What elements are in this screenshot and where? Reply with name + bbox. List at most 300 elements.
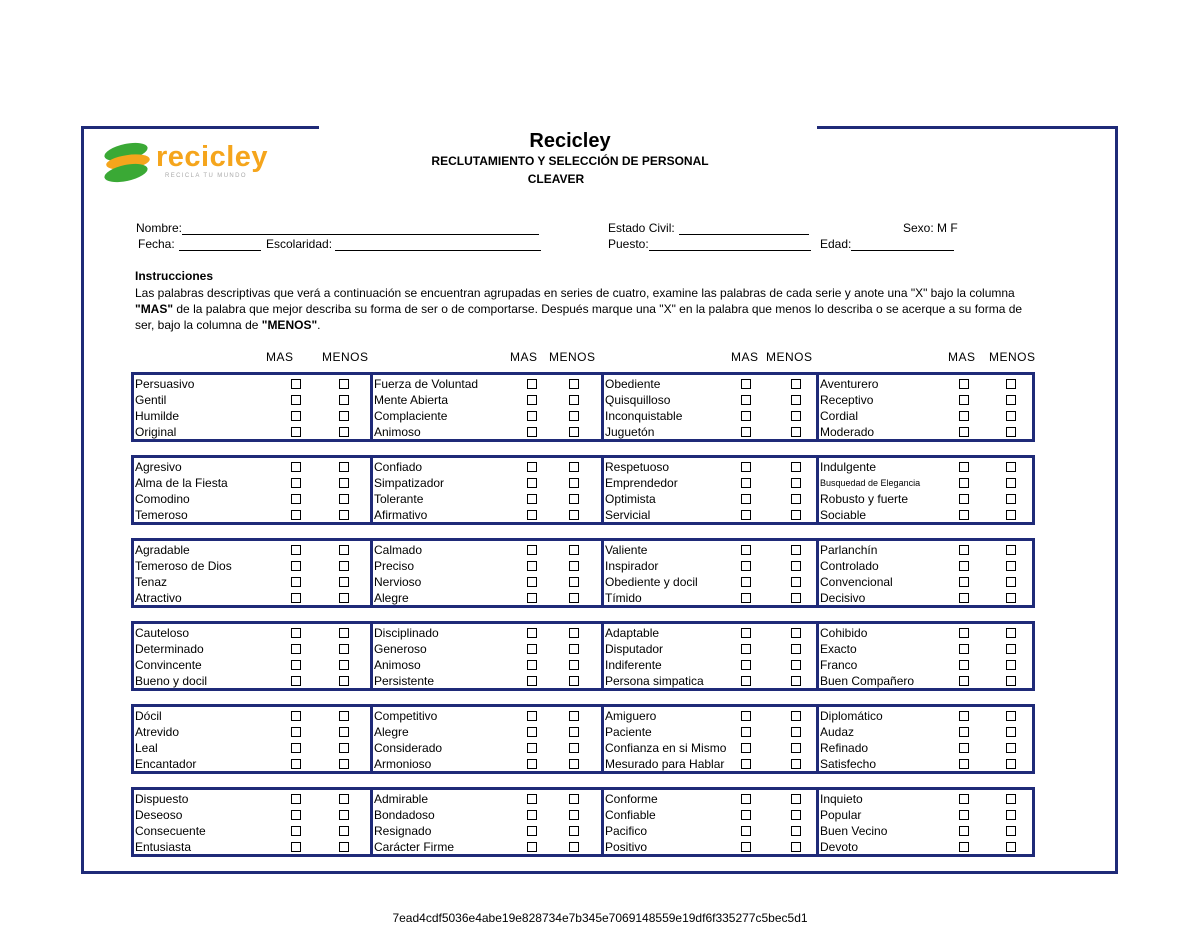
mas-checkbox[interactable]	[741, 561, 751, 571]
col-mas-2: MAS	[510, 350, 538, 364]
mas-checkbox[interactable]	[291, 644, 301, 654]
mas-checkbox[interactable]	[527, 510, 537, 520]
word-label: Busquedad de Elegancia	[820, 478, 921, 488]
menos-checkbox[interactable]	[339, 379, 349, 389]
word-label: Humilde	[135, 409, 180, 423]
menos-checkbox[interactable]	[569, 411, 579, 421]
mas-checkbox[interactable]	[741, 644, 751, 654]
mas-checkbox[interactable]	[741, 826, 751, 836]
menos-checkbox[interactable]	[339, 711, 349, 721]
group-divider	[601, 375, 604, 439]
menos-checkbox[interactable]	[339, 478, 349, 488]
mas-checkbox[interactable]	[741, 577, 751, 587]
menos-checkbox[interactable]	[791, 395, 801, 405]
col-mas-3: MAS	[731, 350, 759, 364]
menos-checkbox[interactable]	[1006, 826, 1016, 836]
mas-checkbox[interactable]	[291, 660, 301, 670]
word-label: Atrevido	[135, 725, 180, 739]
group-divider	[816, 541, 819, 605]
word-label: Agresivo	[135, 460, 182, 474]
word-label: Mesurado para Hablar	[605, 757, 725, 771]
menos-checkbox[interactable]	[1006, 711, 1016, 721]
series-block	[131, 704, 1035, 774]
menos-checkbox[interactable]	[339, 395, 349, 405]
mas-checkbox[interactable]	[741, 395, 751, 405]
mas-checkbox[interactable]	[527, 478, 537, 488]
mas-checkbox[interactable]	[291, 826, 301, 836]
menos-checkbox[interactable]	[569, 545, 579, 555]
menos-checkbox[interactable]	[339, 660, 349, 670]
menos-checkbox[interactable]	[339, 545, 349, 555]
fecha-field[interactable]: Fecha:	[138, 237, 261, 251]
mas-checkbox[interactable]	[959, 510, 969, 520]
group-divider	[370, 624, 373, 688]
word-label: Exacto	[820, 642, 857, 656]
word-label: Sociable	[820, 508, 867, 522]
menos-checkbox[interactable]	[569, 593, 579, 603]
mas-checkbox[interactable]	[291, 628, 301, 638]
menos-checkbox[interactable]	[569, 510, 579, 520]
word-label: Competitivo	[374, 709, 438, 723]
word-label: Persuasivo	[135, 377, 195, 391]
mas-checkbox[interactable]	[959, 711, 969, 721]
word-label: Gentil	[135, 393, 167, 407]
mas-checkbox[interactable]	[959, 379, 969, 389]
word-label: Robusto y fuerte	[820, 492, 909, 506]
mas-checkbox[interactable]	[291, 379, 301, 389]
mas-checkbox[interactable]	[291, 395, 301, 405]
menos-checkbox[interactable]	[569, 494, 579, 504]
word-label: Emprendedor	[605, 476, 678, 490]
mas-checkbox[interactable]	[959, 727, 969, 737]
mas-checkbox[interactable]	[741, 478, 751, 488]
word-label: Audaz	[820, 725, 855, 739]
mas-checkbox[interactable]	[527, 644, 537, 654]
menos-checkbox[interactable]	[569, 379, 579, 389]
menos-checkbox[interactable]	[1006, 462, 1016, 472]
word-label: Temeroso	[135, 508, 188, 522]
mas-checkbox[interactable]	[741, 379, 751, 389]
word-label: Entusiasta	[135, 840, 192, 854]
word-label: Disciplinado	[374, 626, 439, 640]
word-label: Alegre	[374, 725, 409, 739]
mas-checkbox[interactable]	[741, 842, 751, 852]
menos-checkbox[interactable]	[339, 810, 349, 820]
nombre-field[interactable]: Nombre:	[136, 221, 539, 235]
word-label: Leal	[135, 741, 158, 755]
word-label: Encantador	[135, 757, 197, 771]
menos-checkbox[interactable]	[1006, 794, 1016, 804]
menos-checkbox[interactable]	[339, 826, 349, 836]
mas-checkbox[interactable]	[959, 593, 969, 603]
mas-checkbox[interactable]	[527, 427, 537, 437]
menos-checkbox[interactable]	[569, 842, 579, 852]
menos-checkbox[interactable]	[1006, 494, 1016, 504]
menos-checkbox[interactable]	[791, 660, 801, 670]
menos-checkbox[interactable]	[339, 628, 349, 638]
word-label: Admirable	[374, 792, 429, 806]
mas-checkbox[interactable]	[741, 411, 751, 421]
mas-checkbox[interactable]	[291, 478, 301, 488]
word-label: Cauteloso	[135, 626, 190, 640]
menos-checkbox[interactable]	[1006, 411, 1016, 421]
menos-checkbox[interactable]	[791, 545, 801, 555]
mas-checkbox[interactable]	[527, 545, 537, 555]
mas-checkbox[interactable]	[959, 644, 969, 654]
mas-checkbox[interactable]	[527, 794, 537, 804]
mas-checkbox[interactable]	[527, 395, 537, 405]
group-divider	[601, 458, 604, 522]
word-label: Popular	[820, 808, 862, 822]
mas-checkbox[interactable]	[959, 676, 969, 686]
word-label: Animoso	[374, 658, 421, 672]
menos-checkbox[interactable]	[1006, 510, 1016, 520]
word-label: Simpatizador	[374, 476, 445, 490]
menos-checkbox[interactable]	[1006, 395, 1016, 405]
mas-checkbox[interactable]	[291, 711, 301, 721]
menos-checkbox[interactable]	[791, 462, 801, 472]
mas-checkbox[interactable]	[959, 826, 969, 836]
menos-checkbox[interactable]	[791, 810, 801, 820]
sexo-field[interactable]: Sexo: M F	[903, 221, 958, 235]
mas-checkbox[interactable]	[291, 494, 301, 504]
word-label: Moderado	[820, 425, 875, 439]
word-label: Parlanchín	[820, 543, 878, 557]
menos-checkbox[interactable]	[339, 794, 349, 804]
mas-checkbox[interactable]	[291, 411, 301, 421]
word-label: Mente Abierta	[374, 393, 449, 407]
word-label: Calmado	[374, 543, 423, 557]
menos-checkbox[interactable]	[791, 794, 801, 804]
menos-checkbox[interactable]	[791, 510, 801, 520]
menos-checkbox[interactable]	[791, 711, 801, 721]
word-label: Bondadoso	[374, 808, 435, 822]
mas-checkbox[interactable]	[527, 379, 537, 389]
menos-checkbox[interactable]	[1006, 628, 1016, 638]
edad-field[interactable]: Edad:	[820, 237, 954, 251]
mas-checkbox[interactable]	[741, 676, 751, 686]
menos-checkbox[interactable]	[1006, 427, 1016, 437]
menos-checkbox[interactable]	[339, 510, 349, 520]
menos-checkbox[interactable]	[791, 561, 801, 571]
mas-checkbox[interactable]	[527, 494, 537, 504]
escolaridad-field[interactable]: Escolaridad:	[266, 237, 541, 251]
mas-checkbox[interactable]	[741, 810, 751, 820]
mas-checkbox[interactable]	[959, 743, 969, 753]
estado-civil-field[interactable]: Estado Civil:	[608, 221, 809, 235]
menos-checkbox[interactable]	[569, 427, 579, 437]
word-label: Amiguero	[605, 709, 657, 723]
mas-checkbox[interactable]	[527, 411, 537, 421]
col-menos-1: MENOS	[322, 350, 369, 364]
group-divider	[370, 707, 373, 771]
menos-checkbox[interactable]	[339, 759, 349, 769]
menos-checkbox[interactable]	[569, 644, 579, 654]
word-label: Tenaz	[135, 575, 168, 589]
word-label: Disputador	[605, 642, 664, 656]
word-label: Persistente	[374, 674, 435, 688]
word-label: Obediente y docil	[605, 575, 698, 589]
word-label: Refinado	[820, 741, 869, 755]
series-block	[131, 621, 1035, 691]
word-label: Paciente	[605, 725, 652, 739]
menos-checkbox[interactable]	[339, 593, 349, 603]
mas-checkbox[interactable]	[527, 660, 537, 670]
mas-checkbox[interactable]	[959, 494, 969, 504]
word-label: Servicial	[605, 508, 651, 522]
word-label: Optimista	[605, 492, 656, 506]
word-label: Adaptable	[605, 626, 660, 640]
menos-checkbox[interactable]	[339, 462, 349, 472]
word-label: Convencional	[820, 575, 893, 589]
mas-checkbox[interactable]	[527, 628, 537, 638]
mas-checkbox[interactable]	[291, 462, 301, 472]
menos-checkbox[interactable]	[339, 727, 349, 737]
menos-checkbox[interactable]	[569, 628, 579, 638]
mas-checkbox[interactable]	[741, 743, 751, 753]
word-label: Pacifico	[605, 824, 648, 838]
word-label: Receptivo	[820, 393, 874, 407]
group-divider	[601, 541, 604, 605]
mas-checkbox[interactable]	[741, 727, 751, 737]
menos-checkbox[interactable]	[1006, 660, 1016, 670]
menos-checkbox[interactable]	[1006, 727, 1016, 737]
mas-checkbox[interactable]	[959, 660, 969, 670]
menos-checkbox[interactable]	[339, 577, 349, 587]
mas-checkbox[interactable]	[291, 545, 301, 555]
group-divider	[816, 790, 819, 854]
menos-checkbox[interactable]	[791, 676, 801, 686]
mas-checkbox[interactable]	[959, 478, 969, 488]
puesto-field[interactable]: Puesto:	[608, 237, 811, 251]
word-label: Diplomático	[820, 709, 883, 723]
menos-checkbox[interactable]	[569, 660, 579, 670]
word-label: Franco	[820, 658, 858, 672]
mas-checkbox[interactable]	[527, 577, 537, 587]
word-label: Animoso	[374, 425, 421, 439]
menos-checkbox[interactable]	[569, 810, 579, 820]
word-label: Carácter Firme	[374, 840, 455, 854]
menos-checkbox[interactable]	[339, 644, 349, 654]
menos-checkbox[interactable]	[1006, 593, 1016, 603]
menos-checkbox[interactable]	[569, 478, 579, 488]
instructions-text: Las palabras descriptivas que verá a continuación se encuentran agrupadas en series de cuatro, examine las palabras de cada serie y anote una "X" bajo la columna "MAS" de la palabra que mejor describa su forma de ser o de comportarse. Después marque una "X" en la palabra que menos lo describa o se acerque a su forma de ser, bajo la columna de "MENOS".	[135, 286, 1023, 332]
word-label: Deseoso	[135, 808, 183, 822]
mas-checkbox[interactable]	[959, 427, 969, 437]
menos-checkbox[interactable]	[1006, 644, 1016, 654]
word-label: Quisquilloso	[605, 393, 671, 407]
mas-checkbox[interactable]	[959, 462, 969, 472]
menos-checkbox[interactable]	[339, 743, 349, 753]
menos-checkbox[interactable]	[791, 427, 801, 437]
menos-checkbox[interactable]	[569, 794, 579, 804]
menos-checkbox[interactable]	[791, 644, 801, 654]
mas-checkbox[interactable]	[959, 395, 969, 405]
menos-checkbox[interactable]	[339, 842, 349, 852]
logo-wordmark: recicley	[156, 141, 269, 173]
word-label: Comodino	[135, 492, 190, 506]
mas-checkbox[interactable]	[291, 759, 301, 769]
menos-checkbox[interactable]	[569, 462, 579, 472]
word-label: Generoso	[374, 642, 427, 656]
menos-checkbox[interactable]	[791, 577, 801, 587]
menos-checkbox[interactable]	[1006, 379, 1016, 389]
mas-checkbox[interactable]	[527, 810, 537, 820]
mas-checkbox[interactable]	[959, 545, 969, 555]
word-label: Conforme	[605, 792, 658, 806]
menos-checkbox[interactable]	[569, 743, 579, 753]
menos-checkbox[interactable]	[791, 826, 801, 836]
mas-checkbox[interactable]	[741, 510, 751, 520]
menos-checkbox[interactable]	[569, 676, 579, 686]
mas-checkbox[interactable]	[291, 427, 301, 437]
word-label: Armonioso	[374, 757, 432, 771]
mas-checkbox[interactable]	[959, 628, 969, 638]
menos-checkbox[interactable]	[339, 561, 349, 571]
mas-checkbox[interactable]	[527, 743, 537, 753]
menos-checkbox[interactable]	[569, 826, 579, 836]
mas-checkbox[interactable]	[741, 759, 751, 769]
menos-checkbox[interactable]	[791, 478, 801, 488]
mas-checkbox[interactable]	[527, 727, 537, 737]
word-label: Resignado	[374, 824, 432, 838]
mas-checkbox[interactable]	[291, 577, 301, 587]
group-divider	[816, 375, 819, 439]
mas-checkbox[interactable]	[291, 727, 301, 737]
mas-checkbox[interactable]	[291, 510, 301, 520]
menos-checkbox[interactable]	[791, 727, 801, 737]
mas-checkbox[interactable]	[527, 711, 537, 721]
mas-checkbox[interactable]	[527, 842, 537, 852]
mas-checkbox[interactable]	[527, 676, 537, 686]
word-label: Inspirador	[605, 559, 659, 573]
mas-checkbox[interactable]	[741, 794, 751, 804]
menos-checkbox[interactable]	[791, 759, 801, 769]
word-label: Alegre	[374, 591, 409, 605]
menos-checkbox[interactable]	[791, 842, 801, 852]
menos-checkbox[interactable]	[569, 727, 579, 737]
group-divider	[601, 707, 604, 771]
group-divider	[370, 375, 373, 439]
mas-checkbox[interactable]	[291, 810, 301, 820]
word-label: Inquieto	[820, 792, 863, 806]
mas-checkbox[interactable]	[291, 842, 301, 852]
word-label: Cohibido	[820, 626, 868, 640]
word-label: Buen Vecino	[820, 824, 888, 838]
menos-checkbox[interactable]	[791, 743, 801, 753]
mas-checkbox[interactable]	[527, 826, 537, 836]
menos-checkbox[interactable]	[1006, 810, 1016, 820]
word-label: Temeroso de Dios	[135, 559, 232, 573]
menos-checkbox[interactable]	[1006, 545, 1016, 555]
word-label: Cordial	[820, 409, 859, 423]
mas-checkbox[interactable]	[527, 593, 537, 603]
page-subtitle: RECLUTAMIENTO Y SELECCIÓN DE PERSONAL	[431, 154, 709, 168]
mas-checkbox[interactable]	[527, 759, 537, 769]
mas-checkbox[interactable]	[741, 660, 751, 670]
group-divider	[601, 790, 604, 854]
menos-checkbox[interactable]	[791, 593, 801, 603]
word-label: Decisivo	[820, 591, 866, 605]
menos-checkbox[interactable]	[569, 577, 579, 587]
mas-checkbox[interactable]	[741, 711, 751, 721]
col-mas-1: MAS	[266, 350, 294, 364]
word-label: Persona simpatica	[605, 674, 704, 688]
mas-checkbox[interactable]	[741, 628, 751, 638]
mas-checkbox[interactable]	[291, 743, 301, 753]
mas-checkbox[interactable]	[741, 462, 751, 472]
mas-checkbox[interactable]	[527, 561, 537, 571]
word-label: Controlado	[820, 559, 879, 573]
mas-checkbox[interactable]	[959, 842, 969, 852]
menos-checkbox[interactable]	[569, 759, 579, 769]
series-block	[131, 455, 1035, 525]
mas-checkbox[interactable]	[959, 577, 969, 587]
mas-checkbox[interactable]	[959, 759, 969, 769]
word-label: Dispuesto	[135, 792, 189, 806]
document-hash: 7ead4cdf5036e4abe19e828734e7b345e7069148559e19df6f335277c5bec5d1	[392, 911, 808, 925]
mas-checkbox[interactable]	[741, 545, 751, 555]
word-label: Buen Compañero	[820, 674, 915, 688]
menos-checkbox[interactable]	[569, 395, 579, 405]
mas-checkbox[interactable]	[291, 676, 301, 686]
mas-checkbox[interactable]	[291, 593, 301, 603]
menos-checkbox[interactable]	[1006, 842, 1016, 852]
menos-checkbox[interactable]	[791, 379, 801, 389]
test-name: CLEAVER	[527, 172, 585, 186]
word-label: Aventurero	[820, 377, 879, 391]
mas-checkbox[interactable]	[959, 810, 969, 820]
mas-checkbox[interactable]	[959, 794, 969, 804]
menos-checkbox[interactable]	[791, 628, 801, 638]
menos-checkbox[interactable]	[339, 494, 349, 504]
word-label: Devoto	[820, 840, 859, 854]
menos-checkbox[interactable]	[1006, 743, 1016, 753]
menos-checkbox[interactable]	[569, 711, 579, 721]
mas-checkbox[interactable]	[291, 561, 301, 571]
menos-checkbox[interactable]	[569, 561, 579, 571]
mas-checkbox[interactable]	[741, 427, 751, 437]
word-label: Nervioso	[374, 575, 422, 589]
group-divider	[816, 458, 819, 522]
mas-checkbox[interactable]	[959, 411, 969, 421]
mas-checkbox[interactable]	[741, 593, 751, 603]
menos-checkbox[interactable]	[1006, 759, 1016, 769]
word-label: Consecuente	[135, 824, 206, 838]
menos-checkbox[interactable]	[791, 494, 801, 504]
group-divider	[601, 624, 604, 688]
mas-checkbox[interactable]	[291, 794, 301, 804]
menos-checkbox[interactable]	[339, 427, 349, 437]
mas-checkbox[interactable]	[741, 494, 751, 504]
menos-checkbox[interactable]	[791, 411, 801, 421]
word-label: Convincente	[135, 658, 202, 672]
word-label: Confiado	[374, 460, 423, 474]
mas-checkbox[interactable]	[959, 561, 969, 571]
menos-checkbox[interactable]	[339, 411, 349, 421]
menos-checkbox[interactable]	[1006, 676, 1016, 686]
word-label: Respetuoso	[605, 460, 670, 474]
menos-checkbox[interactable]	[1006, 478, 1016, 488]
word-label: Dócil	[135, 709, 162, 723]
mas-checkbox[interactable]	[527, 462, 537, 472]
word-label: Original	[135, 425, 177, 439]
menos-checkbox[interactable]	[1006, 561, 1016, 571]
menos-checkbox[interactable]	[1006, 577, 1016, 587]
word-label: Satisfecho	[820, 757, 877, 771]
word-label: Obediente	[605, 377, 661, 391]
menos-checkbox[interactable]	[339, 676, 349, 686]
